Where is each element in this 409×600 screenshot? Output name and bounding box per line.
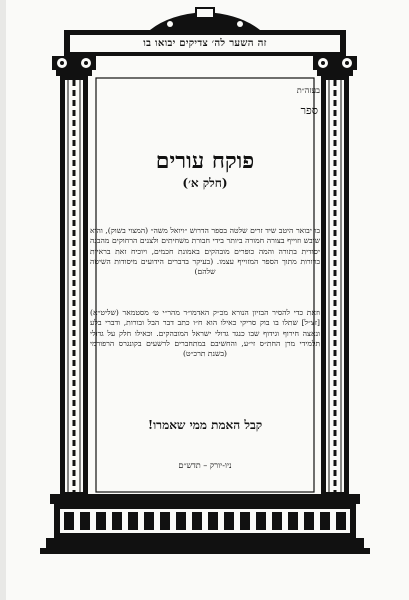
imprint-line: ניו-יורק – תדש״ם bbox=[178, 461, 232, 470]
crest-ornament bbox=[150, 8, 260, 30]
right-pillar bbox=[321, 76, 349, 496]
sefer-label: ספר bbox=[300, 104, 318, 117]
title-block bbox=[90, 86, 320, 486]
banner-verse: זה השער לה׳ צדיקים יבואו בו bbox=[143, 38, 267, 49]
motto: קבל האמת ממי שאמרו! bbox=[147, 418, 263, 432]
description-paragraph-1: בו יבואר היטב שיד זרים שלטה בספר הדרוש ״ויואל משה״ (המצוי בשוק), והוא שובש וזוייף בצורה חמורה ביותר בידי חבורת משחיתים ולצנים הרחוקים מהבנה יסודית בתורה והמה כופרים מובהקים באמונת חכמים, ויוכיח זאת בראיות ברורות מתוך הספר המזוייף עצמו. (בעיקר בדברים הידועים מיסודות השיטה שלהם) bbox=[90, 226, 320, 277]
left-pillar bbox=[60, 76, 88, 496]
bottom-plinth bbox=[40, 494, 370, 554]
bsd-mark: בעזה״ת bbox=[296, 86, 320, 95]
description-paragraph-2: וזאת כדי להסיר הבזיון הנורא מכ״ק האדמו״ר מהר״י ט׳ מסטמאר (שליט״א) [זצ״ל] שתלו בו בוק סריקי כאילו הוא ח״ו כתב דבר הבל ובורות, ודברי בלע ונאצה חירוף וגידוף שבו כנגד גדולי ישראל המובהקים. וכאילו חלק על גדולי תלמידי מרן החת״ס זי״ע, והחשיבם במתחברים לרשעים בקונגרס הרפורמי (בשנת תרכ״ט) bbox=[90, 308, 320, 359]
part-label: (חלק א׳) bbox=[182, 176, 228, 190]
left-capital bbox=[52, 56, 96, 76]
book-title: פוקח עורים bbox=[155, 148, 255, 174]
right-capital bbox=[313, 56, 357, 76]
